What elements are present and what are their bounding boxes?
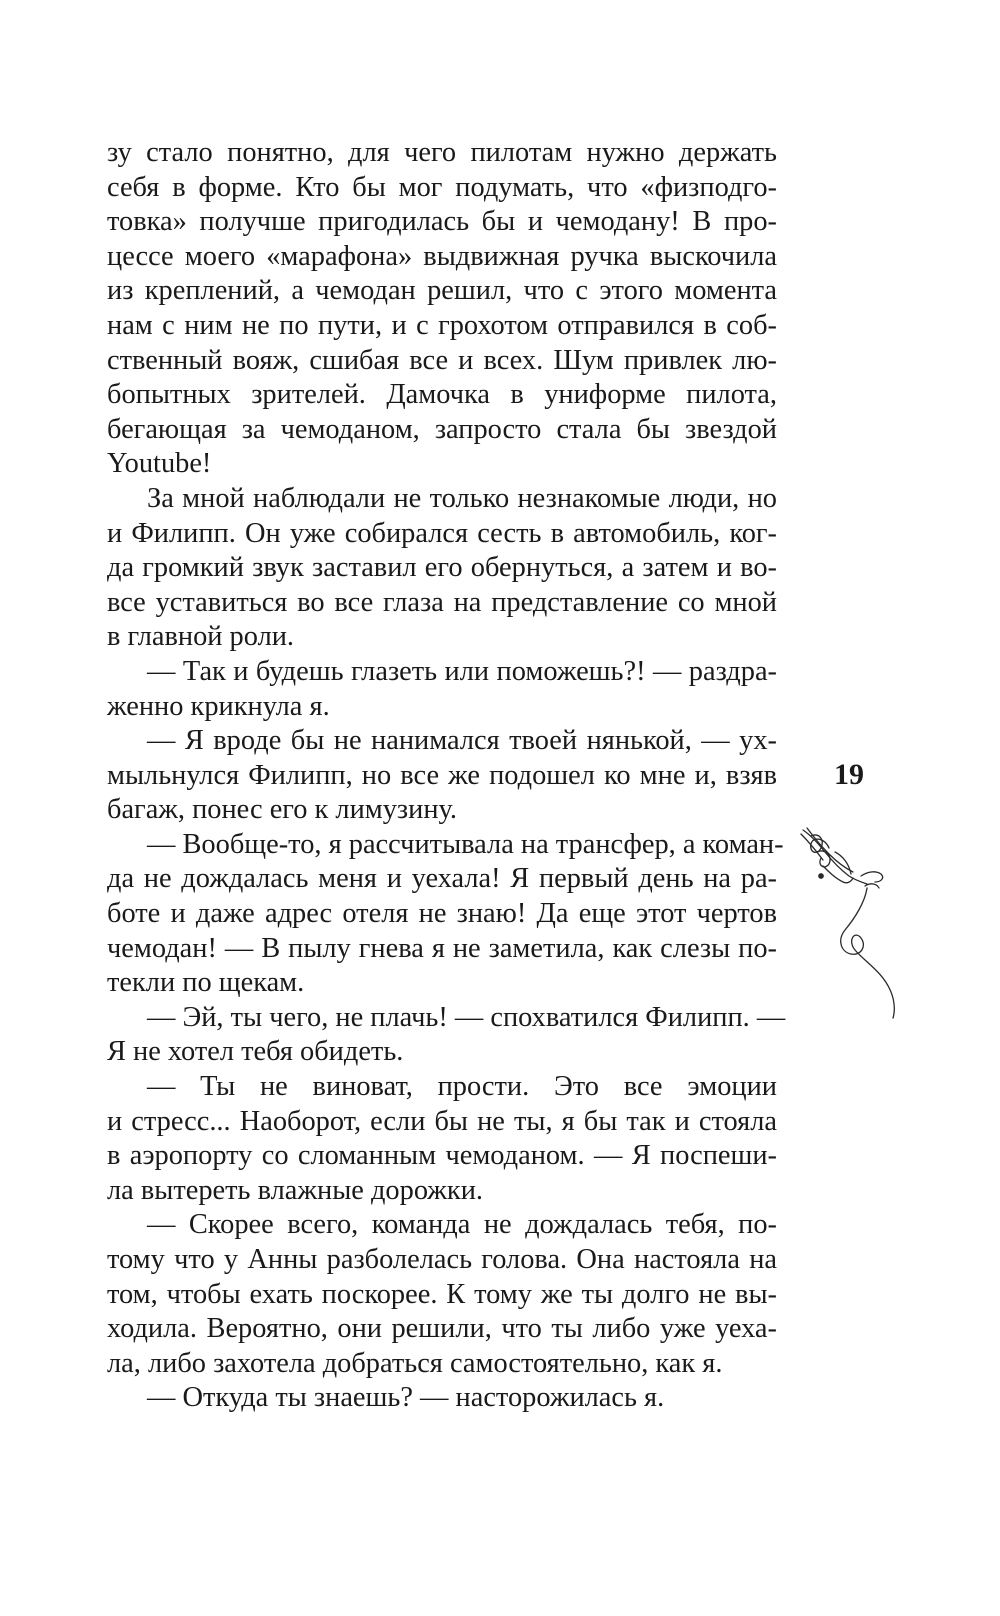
text-line: — Я вроде бы не нанимался твоей нянькой, — ух- (147, 725, 777, 757)
text-line: — Ты не виноват, прости. Это все эмоции (147, 1071, 777, 1103)
text-line: ла, либо захотела добраться самостоятельно, как я. (107, 1347, 723, 1379)
text-line: в главной роли. (107, 621, 295, 653)
page-number: 19 (834, 758, 864, 791)
text-line: и Филипп. Он уже собирался сесть в автомобиль, ког- (107, 517, 777, 549)
text-line: ла вытереть влажные дорожки. (107, 1174, 484, 1206)
text-line: и стресс... Наоборот, если бы не ты, я бы так и стояла (107, 1105, 777, 1137)
airplane-ornament-icon (795, 822, 905, 1022)
text-line: том, чтобы ехать поскорее. К тому же ты долго не вы- (107, 1278, 777, 1310)
text-line: в аэропорту со сломанным чемоданом. — Я поспеши- (107, 1140, 777, 1172)
text-line: Я не хотел тебя обидеть. (107, 1036, 404, 1068)
text-line: — Эй, ты чего, не плачь! — спохватился Филипп. — (147, 1001, 786, 1033)
text-line: бопытных зрителей. Дамочка в униформе пилота, (107, 379, 777, 411)
text-line: да громкий звук заставил его обернуться, а затем и во- (107, 552, 777, 584)
text-line: ственный вояж, сшибая все и всех. Шум привлек лю- (107, 344, 777, 376)
text-line: зу стало понятно, для чего пилотам нужно держать (107, 137, 777, 168)
text-line: все уставиться во все глаза на представление со мной (107, 586, 777, 618)
text-line: тому что у Анны разболелась голова. Она настояла на (107, 1244, 777, 1275)
text-line: Youtube! (107, 448, 212, 480)
text-line: За мной наблюдали не только незнакомые люди, но (147, 482, 777, 514)
text-line: — Откуда ты знаешь? — насторожилась я. (147, 1382, 665, 1414)
text-line: себя в форме. Кто бы мог подумать, что «физподго- (107, 171, 777, 203)
text-line: товка» получше пригодилась бы и чемодану! В про- (107, 206, 777, 238)
text-line: багаж, понес его к лимузину. (107, 794, 457, 826)
text-line: боте и даже адрес отеля не знаю! Да еще этот чертов (107, 898, 777, 930)
page-text (107, 136, 786, 1416)
text-line: женно крикнула я. (107, 690, 330, 722)
text-line: из креплений, а чемодан решил, что с этого момента (107, 275, 777, 307)
text-line: ходила. Вероятно, они решили, что ты либо уже уеха- (107, 1313, 777, 1345)
text-line: цессе моего «марафона» выдвижная ручка выскочила (107, 240, 777, 272)
text-line: бегающая за чемоданом, запросто стала бы звездой (107, 413, 777, 445)
text-line: нам с ним не по пути, и с грохотом отправился в соб- (107, 309, 777, 341)
text-line: — Так и будешь глазеть или поможешь?! — раздра- (147, 655, 777, 687)
text-line: мыльнулся Филипп, но все же подошел ко мне и, взяв (107, 759, 777, 791)
text-line: да не дождалась меня и уехала! Я первый день на ра- (107, 863, 777, 895)
text-line: текли по щекам. (107, 967, 305, 999)
text-line: чемодан! — В пылу гнева я не заметила, как слезы по- (107, 932, 777, 964)
text-line: — Скорее всего, команда не дождалась тебя, по- (147, 1209, 777, 1241)
text-line: — Вообще-то, я рассчитывала на трансфер, а коман- (147, 828, 784, 860)
